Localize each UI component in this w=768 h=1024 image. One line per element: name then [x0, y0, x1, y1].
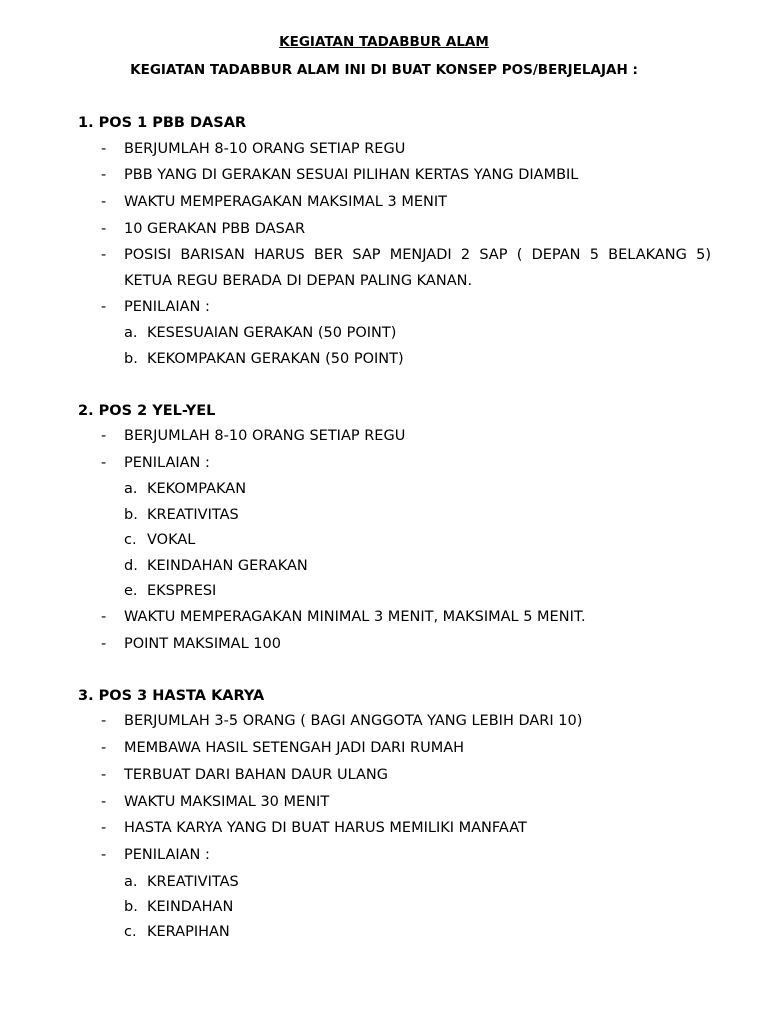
- list-item: POSISI BARISAN HARUS BER SAP MENJADI 2 SAP ( DEPAN 5 BELAKANG 5): [124, 247, 711, 263]
- list-item: WAKTU MEMPERAGAKAN MAKSIMAL 3 MENIT: [124, 194, 447, 210]
- list-dash: -: [101, 847, 107, 863]
- sub-item: KEINDAHAN GERAKAN: [147, 558, 308, 574]
- sub-item: KESESUAIAN GERAKAN (50 POINT): [147, 325, 397, 341]
- sub-item: KERAPIHAN: [147, 924, 230, 940]
- list-dash: -: [101, 740, 107, 756]
- list-item: 10 GERAKAN PBB DASAR: [124, 221, 306, 237]
- list-item: PENILAIAN :: [124, 299, 210, 315]
- sub-item: VOKAL: [147, 532, 196, 548]
- list-item: PBB YANG DI GERAKAN SESUAI PILIHAN KERTAS YANG DIAMBIL: [124, 167, 579, 183]
- list-dash: -: [101, 428, 107, 444]
- list-dash: -: [101, 247, 107, 263]
- list-dash: -: [101, 713, 107, 729]
- sub-item-letter: d.: [124, 558, 138, 574]
- list-dash: -: [101, 221, 107, 237]
- list-item: WAKTU MEMPERAGAKAN MINIMAL 3 MENIT, MAKSIMAL 5 MENIT.: [124, 609, 586, 625]
- list-item: BERJUMLAH 8-10 ORANG SETIAP REGU: [124, 141, 406, 157]
- list-dash: -: [101, 141, 107, 157]
- section-heading-pos-1: 1. POS 1 PBB DASAR: [78, 115, 247, 131]
- list-dash: -: [101, 609, 107, 625]
- section-heading-pos-2: 2. POS 2 YEL-YEL: [78, 403, 216, 419]
- sub-item: KEINDAHAN: [147, 899, 234, 915]
- sub-item-letter: a.: [124, 325, 138, 341]
- list-dash: -: [101, 455, 107, 471]
- list-item: PENILAIAN :: [124, 455, 210, 471]
- list-item: PENILAIAN :: [124, 847, 210, 863]
- list-item: TERBUAT DARI BAHAN DAUR ULANG: [124, 767, 389, 783]
- list-item: MEMBAWA HASIL SETENGAH JADI DARI RUMAH: [124, 740, 465, 756]
- sub-item-letter: e.: [124, 583, 138, 599]
- sub-item-letter: b.: [124, 899, 138, 915]
- section-heading-pos-3: 3. POS 3 HASTA KARYA: [78, 688, 265, 704]
- list-dash: -: [101, 767, 107, 783]
- list-dash: -: [101, 194, 107, 210]
- list-item-continuation: KETUA REGU BERADA DI DEPAN PALING KANAN.: [124, 273, 473, 289]
- sub-item-letter: b.: [124, 507, 138, 523]
- document-title: KEGIATAN TADABBUR ALAM: [279, 34, 489, 50]
- sub-item-letter: a.: [124, 874, 138, 890]
- list-dash: -: [101, 299, 107, 315]
- sub-item-letter: c.: [124, 924, 137, 940]
- list-item: BERJUMLAH 3-5 ORANG ( BAGI ANGGOTA YANG LEBIH DARI 10): [124, 713, 583, 729]
- list-dash: -: [101, 794, 107, 810]
- sub-item: KEKOMPAKAN GERAKAN (50 POINT): [147, 351, 404, 367]
- document-subtitle: KEGIATAN TADABBUR ALAM INI DI BUAT KONSEP POS/BERJELAJAH :: [130, 62, 638, 78]
- list-dash: -: [101, 167, 107, 183]
- sub-item: KREATIVITAS: [147, 874, 239, 890]
- sub-item: KREATIVITAS: [147, 507, 239, 523]
- sub-item: KEKOMPAKAN: [147, 481, 247, 497]
- list-item: BERJUMLAH 8-10 ORANG SETIAP REGU: [124, 428, 406, 444]
- list-dash: -: [101, 820, 107, 836]
- list-item: HASTA KARYA YANG DI BUAT HARUS MEMILIKI MANFAAT: [124, 820, 527, 836]
- list-item: WAKTU MAKSIMAL 30 MENIT: [124, 794, 330, 810]
- sub-item: EKSPRESI: [147, 583, 217, 599]
- list-item: POINT MAKSIMAL 100: [124, 636, 281, 652]
- sub-item-letter: b.: [124, 351, 138, 367]
- sub-item-letter: c.: [124, 532, 137, 548]
- sub-item-letter: a.: [124, 481, 138, 497]
- list-dash: -: [101, 636, 107, 652]
